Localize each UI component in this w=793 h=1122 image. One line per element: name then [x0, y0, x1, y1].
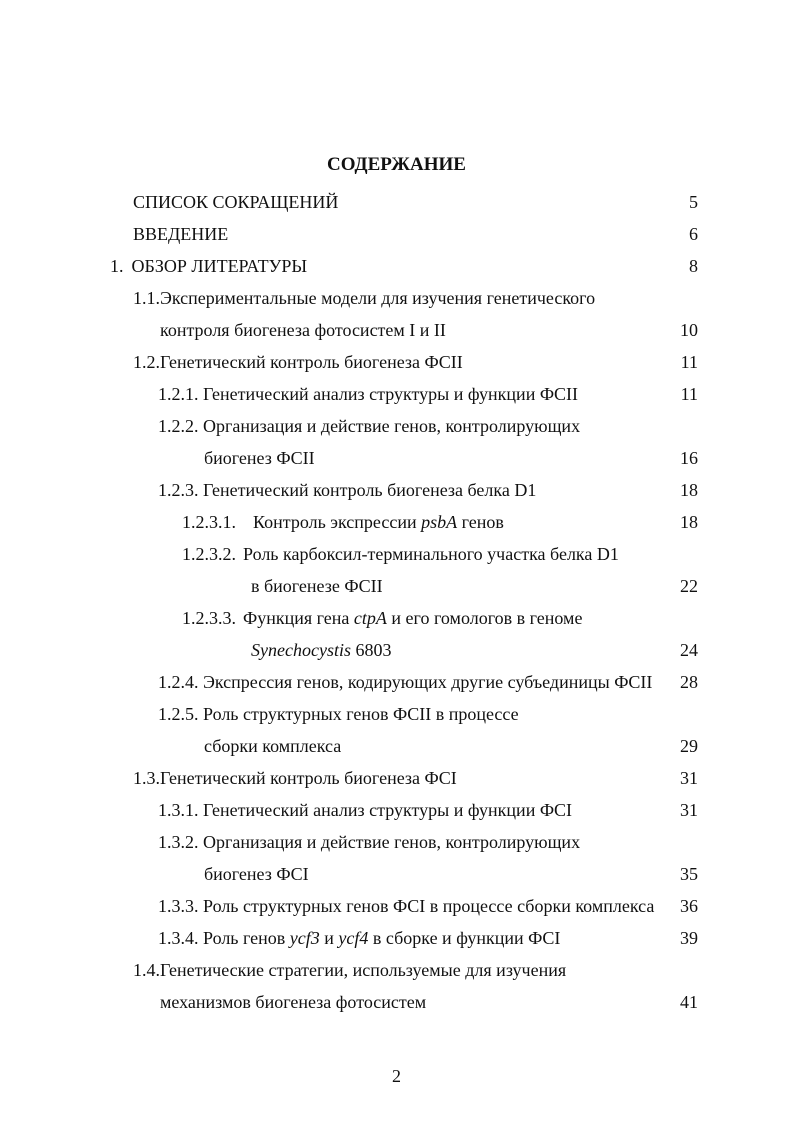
toc-page: 6 [689, 224, 698, 244]
toc-page: 11 [680, 352, 698, 372]
toc-entry: 1.4.Генетические стратегии, используемые для изучения [133, 960, 567, 980]
toc-entry: 1.2.3.1. Контроль экспрессии psbA генов [182, 512, 504, 532]
toc-entry: 1.2.3.3. Функция гена ctpA и его гомологов в геноме [182, 608, 583, 628]
toc-page: 31 [680, 800, 698, 820]
toc-page: 29 [680, 736, 698, 756]
toc-entry: 1.3.Генетический контроль биогенеза ФСI [133, 768, 457, 788]
toc-page: 35 [680, 864, 698, 884]
toc-entry: в биогенезе ФСII [251, 576, 383, 596]
toc-page: 8 [689, 256, 698, 276]
toc-entry: 1.2.2. Организация и действие генов, контролирующих [158, 416, 581, 436]
page-title: СОДЕРЖАНИЕ [327, 154, 466, 175]
toc-page: 5 [689, 192, 698, 212]
toc-page: 28 [680, 672, 698, 692]
toc-page: 31 [680, 768, 698, 788]
toc-entry: 1.2.5. Роль структурных генов ФСII в процессе [158, 704, 519, 724]
toc-entry: 1.3.3. Роль структурных генов ФСI в процессе сборки комплекса [158, 896, 655, 916]
toc-page: 11 [680, 384, 698, 404]
toc-entry: 1.3.2. Организация и действие генов, контролирующих [158, 832, 581, 852]
toc-entry: Synechocystis 6803 [251, 640, 392, 660]
toc-entry: 1.2.3.2. Роль карбоксил-терминального участка белка D1 [182, 544, 619, 564]
toc-entry: контроля биогенеза фотосистем I и II [160, 320, 446, 340]
toc-page: 41 [680, 992, 698, 1012]
toc-page: 39 [680, 928, 698, 948]
toc-entry: 1. ОБЗОР ЛИТЕРАТУРЫ [110, 256, 308, 276]
page-number: 2 [392, 1066, 401, 1086]
toc-page: 36 [680, 896, 698, 916]
toc-page: 18 [680, 512, 698, 532]
toc-entry: биогенез ФСI [204, 864, 309, 884]
toc-page: 16 [680, 448, 698, 468]
toc-page: 22 [680, 576, 698, 596]
toc-page: 10 [680, 320, 698, 340]
toc-entry: 1.2.3. Генетический контроль биогенеза белка D1 [158, 480, 537, 500]
toc-entry: 1.1.Экспериментальные модели для изучения генетического [133, 288, 596, 308]
toc-entry: механизмов биогенеза фотосистем [160, 992, 427, 1012]
toc-page: 18 [680, 480, 698, 500]
toc-entry: 1.3.1. Генетический анализ структуры и функции ФСI [158, 800, 573, 820]
toc-entry: ВВЕДЕНИЕ [133, 224, 229, 244]
toc-entry: 1.2.4. Экспрессия генов, кодирующих другие субъединицы ФСII [158, 672, 653, 692]
toc-entry: биогенез ФСII [204, 448, 315, 468]
toc-entry: СПИСОК СОКРАЩЕНИЙ [133, 192, 339, 212]
toc-page: 24 [680, 640, 698, 660]
toc-entry: 1.2.1. Генетический анализ структуры и функции ФСII [158, 384, 579, 404]
toc-entry: 1.3.4. Роль генов ycf3 и ycf4 в сборке и функции ФСI [158, 928, 561, 948]
toc-entry: 1.2.Генетический контроль биогенеза ФСII [133, 352, 463, 372]
toc-entry: сборки комплекса [204, 736, 342, 756]
